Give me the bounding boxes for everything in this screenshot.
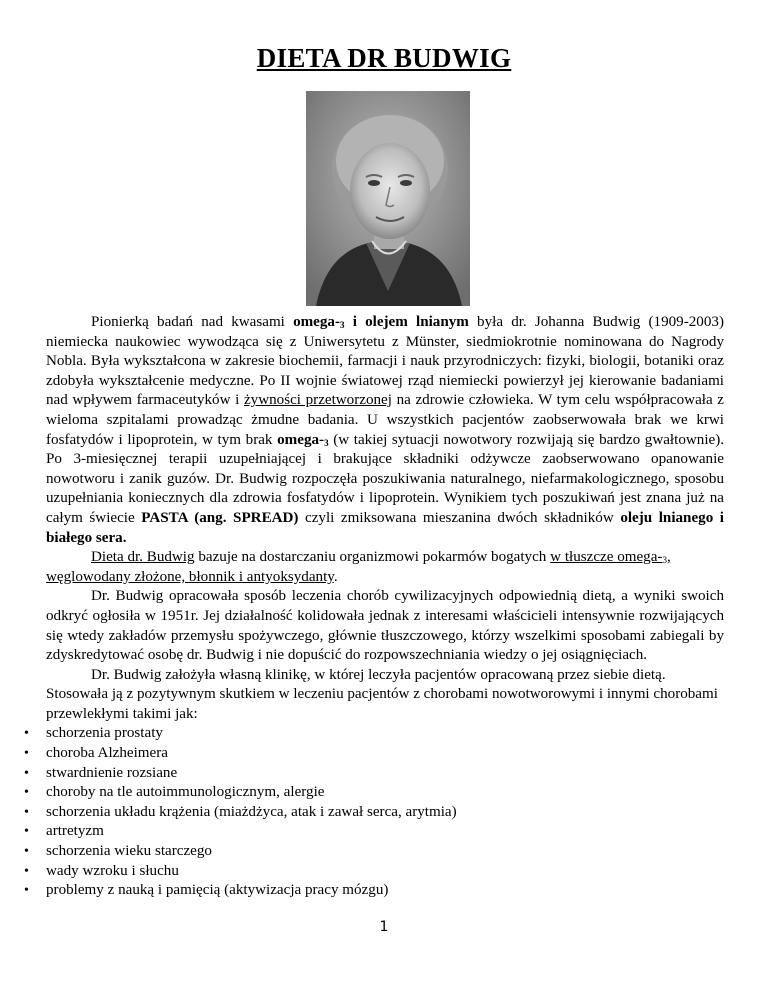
list-item-text: choroby na tle autoimmunologicznym, alergie <box>46 784 325 801</box>
text-run: bazuje na dostarczaniu organizmowi pokarmów bogatych <box>194 549 551 566</box>
list-item-text: artretyzm <box>46 823 104 840</box>
subscript: 3 <box>662 555 667 566</box>
list-item-text: choroba Alzheimera <box>46 745 168 762</box>
bold-text: PASTA (ang. SPREAD) <box>141 509 299 526</box>
paragraph-diet <box>46 548 724 587</box>
text-run: czyli zmiksowana mieszanina dwóch składników <box>298 509 621 526</box>
list-item <box>24 842 724 862</box>
article-body <box>24 313 725 901</box>
paragraph-history: Dr. Budwig opracowała sposób leczenia chorób cywilizacyjnych odpowiednią dietą, a wyniki swoich odkryć ogłosiła w 1951r. Jej działalność kolidowała jednak z interesami właścicieli intensywnie rozwijających się wtedy zakładów przemysłu spożywczego, głównie tłuszczowego, którzy wszelkimi sposobami zabiegali by zdyskredytować osobę dr. Budwig i nie dopuścić do rozpowszechniania wiedzy o jej osiągnięciach. <box>46 588 724 664</box>
bold-text <box>293 314 469 330</box>
text-run: Pionierką badań nad kwasami <box>91 314 294 330</box>
bullet-icon: • <box>24 765 29 781</box>
bullet-icon: • <box>24 726 29 742</box>
list-item-text: stwardnienie rozsiane <box>46 764 178 781</box>
underlined-text: Dieta dr. Budwig <box>91 549 195 566</box>
bullet-icon: • <box>24 844 29 860</box>
bullet-icon: • <box>24 804 29 820</box>
text-run: i olejem lnianym <box>344 314 469 330</box>
bold-text <box>277 432 328 448</box>
text-run: była dr. Johanna Budwig (1909-2003) niemiecka naukowiec wywodząca się z Uniwersytetu z Münster, siedmiokrotnie nominowana do Nagrody Nobla. Była wykształcona w zakresie biochemii, farmacji i nauk przyrodniczych: fizyki, biologii, botaniki oraz zdobyła wykształcenie medyczne. Po II wojnie światowej rząd niemiecki powierzył jej kierowanie badaniami nad wpływem farmaceutyków i <box>46 314 724 409</box>
text-run: omega- <box>293 314 341 330</box>
page-number: 1 <box>379 919 389 935</box>
list-item <box>24 764 724 784</box>
underlined-text: żywności przetworzonej <box>243 392 392 409</box>
text-run: . <box>333 568 338 585</box>
list-item <box>24 881 724 901</box>
text-run: w tłuszcze omega- <box>550 549 663 566</box>
text-run: omega- <box>277 431 325 448</box>
list-item-text: schorzenia prostaty <box>46 725 163 742</box>
bold-text: oleju lnianego i białego sera. <box>46 509 724 546</box>
bullet-icon: • <box>24 824 29 840</box>
text-run: na zdrowie człowieka. W tym celu współpracowała z wieloma szpitalami prowadząc żmudne badania. U wszystkich pacjentów zaobserwowała brak we krwi fosfatydów i lipoprotein, w tym brak <box>46 392 725 448</box>
list-item <box>24 822 724 842</box>
list-item <box>24 862 724 882</box>
text-run: , węglowodany złożone, błonnik i antyoksydanty <box>46 549 671 585</box>
portrait-photo-icon <box>306 91 470 306</box>
text-run: (w takiej sytuacji nowotwory rozwijają się bardzo gwałtownie). Po 3-miesięcznej terapii uzupełniającej i brakujące składniki odżywcze zaobserwowano opanowanie nowotworu i zanik guzów. Dr. Budwig rozpoczęła poszukiwania naturalnego, niefarmakologicznego, sposobu uzupełniania koniecznych dla zdrowia fosfatydów i lipoprotein. Wynikiem tych poszukiwań jest znana już na całym świecie <box>46 431 725 526</box>
bullet-icon: • <box>24 863 29 879</box>
bullet-icon: • <box>24 883 29 899</box>
list-item-text: problemy z nauką i pamięcią (aktywizacja pracy mózgu) <box>46 882 389 899</box>
list-item <box>24 744 724 764</box>
list-item <box>24 783 724 803</box>
paragraph-intro <box>46 313 724 548</box>
subscript: 3 <box>340 320 345 330</box>
disease-list <box>24 724 724 900</box>
list-item <box>24 724 724 744</box>
portrait-photo <box>306 91 470 306</box>
list-item-text: wady wzroku i słuchu <box>46 862 179 879</box>
bullet-icon: • <box>24 746 29 762</box>
bullet-icon: • <box>24 785 29 801</box>
document-title: DIETA DR BUDWIG <box>256 43 512 73</box>
list-item-text: schorzenia wieku starczego <box>46 843 212 860</box>
list-item-text: schorzenia układu krążenia (miażdżyca, atak i zawał serca, arytmia) <box>46 803 457 820</box>
list-item <box>24 803 724 823</box>
subscript: 3 <box>324 437 329 448</box>
paragraph-clinic: Dr. Budwig założyła własną klinikę, w której leczyła pacjentów opracowaną przez siebie dietą. Stosowała ją z pozytywnym skutkiem w leczeniu pacjentów z chorobami nowotworowymi i innymi chorobami przewlekłymi takimi jak: <box>46 666 718 722</box>
